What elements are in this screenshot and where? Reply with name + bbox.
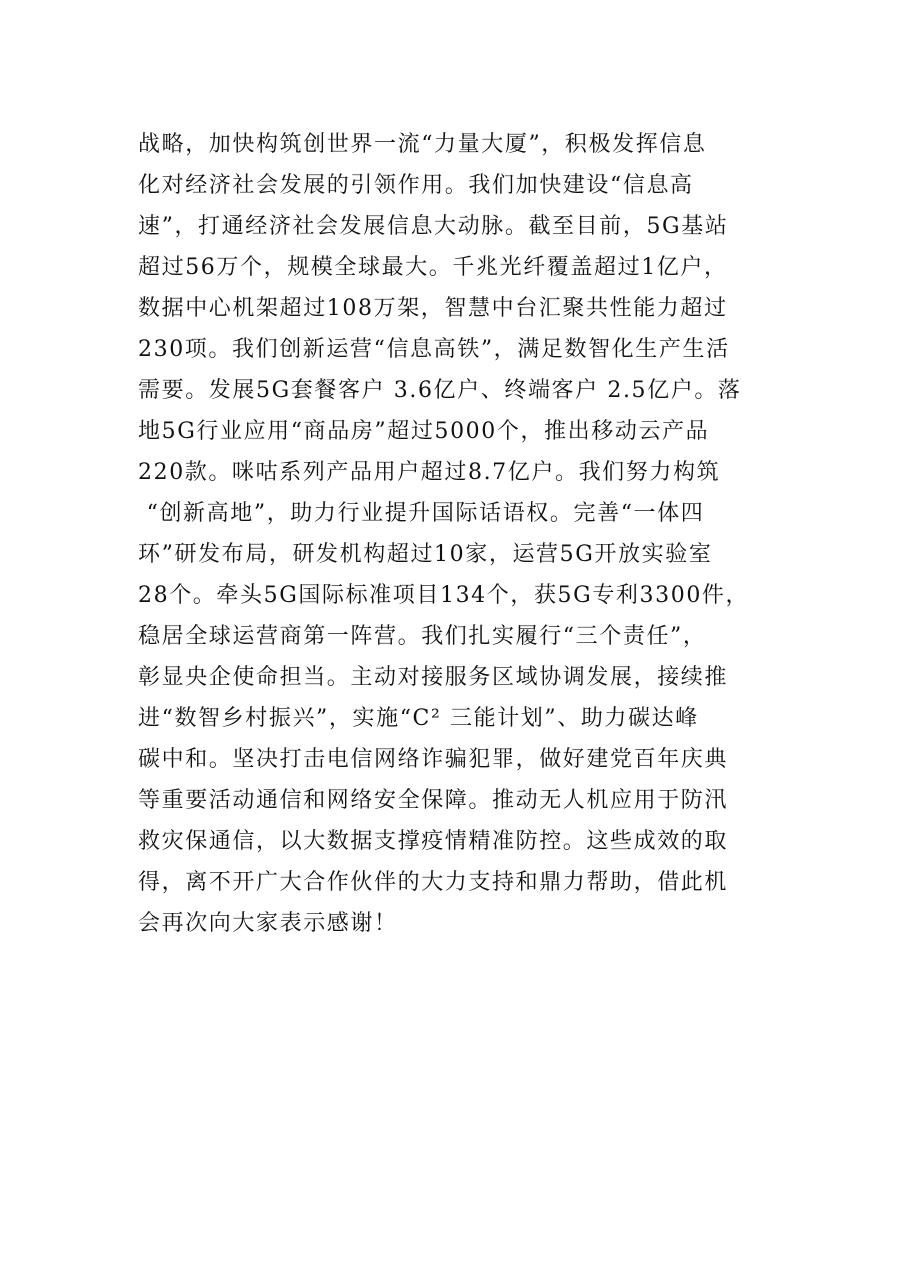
text-line: 需要。发展5G套餐客户 3.6亿户、终端客户 2.5亿户。落	[138, 378, 742, 403]
text-line: 进“数智乡村振兴”，实施“C² 三能计划”、助力碳达峰	[138, 706, 699, 731]
text-line: 230项。我们创新运营“信息高铁”，满足数智化生产生活	[138, 337, 730, 362]
text-line: 稳居全球运营商第一阵营。我们扎实履行“三个责任”，	[138, 624, 707, 649]
text-line: 化对经济社会发展的引领作用。我们加快建设“信息高	[138, 173, 694, 198]
body-paragraph	[138, 124, 778, 944]
text-line: 战略，加快构筑创世界一流“力量大厦”，积极发挥信息	[138, 132, 707, 157]
text-line: 会再次向大家表示感谢！	[138, 911, 398, 936]
text-line: 彰显央企使命担当。主动对接服务区域协调发展，接续推	[138, 665, 729, 690]
text-line: 地5G行业应用“商品房”超过5000个，推出移动云产品	[138, 419, 710, 444]
text-line: 环”研发布局，研发机构超过10家，运营5G开放实验室	[138, 542, 713, 567]
text-line: 救灾保通信，以大数据支撑疫情精准防控。这些成效的取	[138, 829, 729, 854]
text-line: 数据中心机架超过108万架，智慧中台汇聚共性能力超过	[138, 296, 728, 321]
text-line: 超过56万个，规模全球最大。千兆光纤覆盖超过1亿户，	[138, 255, 728, 280]
text-line: 得，离不开广大合作伙伴的大力支持和鼎力帮助，借此机	[138, 870, 729, 895]
text-line: 220款。咪咕系列产品用户超过8.7亿户。我们努力构筑	[138, 460, 721, 485]
text-line: 等重要活动通信和网络安全保障。推动无人机应用于防汛	[138, 788, 729, 813]
text-line: 碳中和。坚决打击电信网络诈骗犯罪，做好建党百年庆典	[138, 747, 729, 772]
text-line: 28个。牵头5G国际标准项目134个，获5G专利3300件，	[138, 583, 750, 608]
text-line: 速”，打通经济社会发展信息大动脉。截至目前，5G基站	[138, 214, 729, 239]
text-line: “创新高地”，助力行业提升国际话语权。完善“一体四	[138, 501, 705, 526]
